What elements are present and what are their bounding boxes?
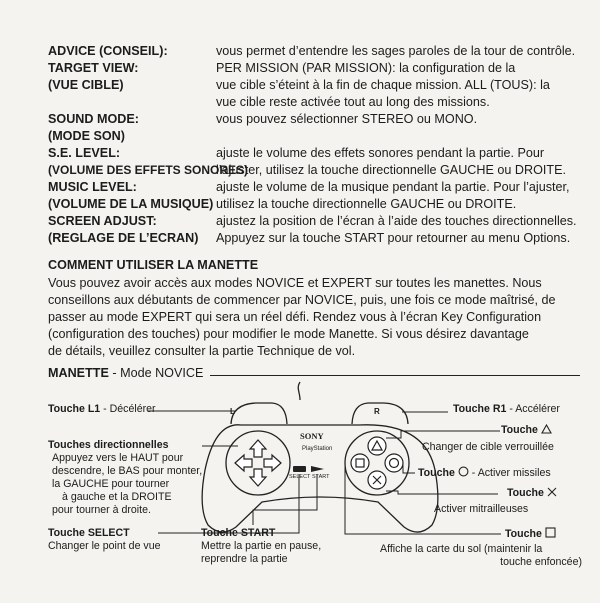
dpad-down-icon (250, 469, 266, 486)
dpad-left-icon (235, 455, 252, 471)
select-text: SELECT (289, 474, 311, 480)
desc-music-level-2: utilisez la touche directionnelle GAUCHE ou DROITE. (216, 197, 517, 211)
term-sound-mode: SOUND MODE: (48, 112, 139, 126)
dpad-right-icon (264, 455, 281, 471)
desc-screen-adjust-1: ajustez la position de l’écran à l’aide des touches directionnelles. (216, 214, 577, 228)
desc-target-view-3: vue cible reste activée tout au long des missions. (216, 95, 490, 109)
dpad-arrows (235, 440, 281, 486)
term-vue-cible: (VUE CIBLE) (48, 78, 124, 92)
controller-cable (298, 382, 300, 400)
label-r1: Touche R1 - Accélérer (453, 403, 560, 415)
desc-se-level-1: ajuste le volume des effets sonores pendant la partie. Pour (216, 146, 545, 160)
dpad-up-icon (250, 440, 266, 457)
desc-music-level-1: ajuste le volume de la musique pendant la partie. Pour l’ajuster, (216, 180, 570, 194)
term-target-view: TARGET VIEW: (48, 61, 139, 75)
label-triangle: Touche (501, 424, 552, 437)
term-mode-son: (MODE SON) (48, 129, 125, 143)
circle-label-icon (458, 466, 469, 477)
select-button (293, 466, 306, 472)
desc-se-level-2: l’ajuster, utilisez la touche directionnelle GAUCHE ou DROITE. (216, 163, 566, 177)
manette-dash: - (108, 366, 121, 380)
desc-advice: vous permet d’entendre les sages paroles de la tour de contrôle. (216, 44, 576, 58)
term-volume-effets: (VOLUME DES EFFETS SONORES) (48, 163, 249, 177)
label-square: Touche (505, 527, 556, 541)
label-triangle-action: Changer de cible verrouillée (422, 441, 554, 453)
term-screen-adjust: SCREEN ADJUST: (48, 214, 157, 228)
label-circle: Touche - Activer missiles (418, 467, 551, 479)
section-line-1: Vous pouvez avoir accès aux modes NOVICE et EXPERT sur toutes les manettes. Nous (48, 276, 542, 290)
section-line-4: (configuration des touches) pour modifier le mode Manette. Si vous désirez davantage (48, 327, 529, 341)
label-start: Touche START Mettre la partie en pause, reprendre la partie (201, 527, 322, 565)
playstation-logo: PlayStation (302, 446, 333, 452)
term-advice: ADVICE (CONSEIL): (48, 44, 168, 58)
start-text: START (312, 474, 330, 480)
section-line-3: passer au mode EXPERT qui sera un réel défi. Rendez vous à l’écran Key Configuration (48, 310, 542, 324)
start-button (311, 466, 324, 472)
triangle-label-icon (541, 424, 552, 434)
label-cross: Touche (507, 487, 557, 500)
section-line-5: de détails, veuillez consulter la partie Technique de vol. (48, 344, 356, 358)
r-label: R (374, 407, 380, 416)
l-label: L (230, 407, 235, 416)
circle-button (385, 454, 403, 472)
line-triangle (386, 431, 500, 438)
line-cross (386, 491, 498, 494)
label-cross-action: Activer mitrailleuses (434, 503, 529, 515)
term-music-level: MUSIC LEVEL: (48, 180, 137, 194)
term-volume-musique: (VOLUME DE LA MUSIQUE) (48, 197, 214, 211)
label-dpad: Touches directionnelles Appuyez vers le HAUT pour descendre, le BAS pour monter, la GAUCHE pour tourner à gauche et la DROITE pour tourner à droite. (48, 439, 203, 516)
manette-title: MANETTE (48, 366, 109, 380)
shoulder-r1 (352, 403, 408, 424)
desc-target-view-2: vue cible s’éteint à la fin de chaque mission. ALL (TOUS): la (216, 78, 550, 92)
triangle-button (368, 437, 386, 455)
desc-screen-adjust-2: Appuyez sur la touche START pour retourner au menu Options. (216, 231, 571, 245)
label-select: Touche SELECT Changer le point de vue (48, 527, 161, 552)
shoulder-l1 (231, 403, 287, 424)
term-reglage-ecran: (REGLAGE DE L’ECRAN) (48, 231, 199, 245)
term-se-level: S.E. LEVEL: (48, 146, 121, 160)
square-label-icon (545, 527, 556, 538)
sony-logo: SONY (300, 431, 324, 441)
desc-sound-mode: vous pouvez sélectionner STEREO ou MONO. (216, 112, 478, 126)
section-title: COMMENT UTILISER LA MANETTE (48, 258, 259, 272)
desc-target-view-1: PER MISSION (PAR MISSION): la configuration de la (216, 61, 516, 75)
label-square-action: Affiche la carte du sol (maintenir la touche enfoncée) (380, 543, 582, 568)
cross-label-icon (547, 487, 557, 497)
label-l1: Touche L1 - Décélérer (48, 403, 156, 415)
square-button (351, 454, 369, 472)
manette-mode: Mode NOVICE (120, 366, 204, 380)
section-line-2: conseillons aux débutants de commencer par NOVICE, puis, une fois ce mode maîtrisé, de (48, 293, 556, 307)
